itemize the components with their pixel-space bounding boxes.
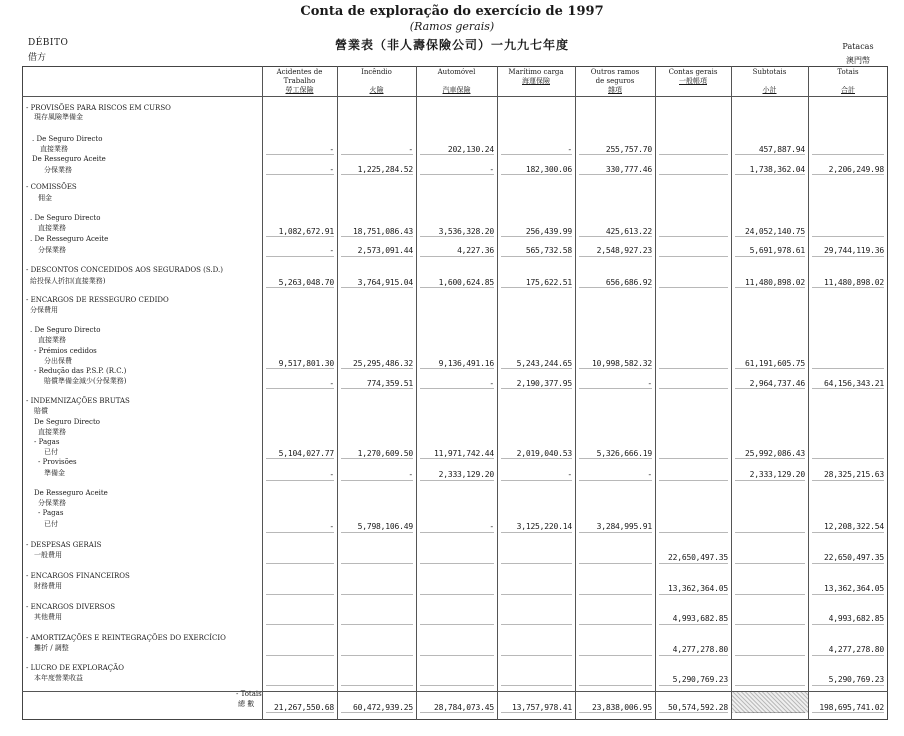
table-cell-value: 22,650,497.35: [667, 553, 728, 562]
cell-underline: [659, 655, 728, 656]
column-header-label-chinese: 合計: [841, 86, 855, 94]
table-cell-value: 2,019,040.53: [516, 449, 572, 458]
row-label: - PROVISÕES PARA RISCOS EM CURSO: [26, 104, 171, 112]
column-divider: [337, 66, 338, 720]
table-cell-value: 2,333,129.20: [438, 470, 494, 479]
table-cell-value: 5,290,769.23: [672, 675, 728, 684]
column-divider: [497, 66, 498, 720]
column-header-label-chinese: 小計: [762, 86, 777, 94]
cell-underline: [659, 388, 728, 389]
cell-underline: [812, 368, 884, 369]
cell-underline: [735, 287, 805, 288]
cell-underline: [579, 532, 652, 533]
cell-underline: [341, 368, 413, 369]
cell-underline: [341, 287, 413, 288]
cell-underline: [735, 480, 805, 481]
table-cell-value: 330,777.46: [605, 165, 652, 174]
cell-underline: [266, 563, 334, 564]
cell-underline: [659, 256, 728, 257]
shaded-cell: [732, 692, 808, 713]
cell-underline: [266, 594, 334, 595]
table-cell-value: 9,136,491.16: [438, 359, 494, 368]
column-header-label: Totais: [837, 68, 859, 76]
table-cell-value: 13,757,978.41: [511, 703, 572, 712]
cell-underline: [659, 594, 728, 595]
table-cell-value: -: [329, 246, 334, 255]
cell-underline: [579, 388, 652, 389]
column-header-label: Marítimo carga: [508, 68, 564, 76]
row-label: - AMORTIZAÇÕES E REINTEGRAÇÕES DO EXERCÍCIO: [26, 634, 226, 642]
cell-underline: [266, 256, 334, 257]
row-label: 直接業務: [38, 224, 66, 232]
cell-underline: [735, 368, 805, 369]
row-label: . De Seguro Directo: [30, 326, 101, 334]
cell-underline: [735, 236, 805, 237]
table-cell-value: 774,359.51: [366, 379, 413, 388]
table-cell-value: 2,190,377.95: [516, 379, 572, 388]
table-cell-value: -: [329, 165, 334, 174]
cell-underline: [341, 154, 413, 155]
cell-underline: [420, 712, 494, 713]
table-cell-value: 2,333,129.20: [749, 470, 805, 479]
table-cell-value: 2,548,927.23: [596, 246, 652, 255]
cell-underline: [420, 256, 494, 257]
cell-underline: [579, 563, 652, 564]
cell-underline: [579, 256, 652, 257]
page-title: Conta de exploração do exercício de 1997: [300, 4, 604, 19]
cell-underline: [341, 458, 413, 459]
header-rule: [22, 96, 888, 97]
table-cell-value: 13,362,364.05: [823, 584, 884, 593]
cell-underline: [266, 287, 334, 288]
cell-underline: [579, 480, 652, 481]
row-label: 已付: [44, 448, 58, 456]
column-header-label: Acidentes de Trabalho: [276, 68, 323, 85]
cell-underline: [735, 174, 805, 175]
cell-underline: [341, 480, 413, 481]
column-header-label-chinese: 勞工保險: [285, 86, 314, 94]
row-label: . De Resseguro Aceite: [30, 235, 109, 243]
cell-underline: [501, 480, 572, 481]
cell-underline: [341, 655, 413, 656]
cell-underline: [266, 236, 334, 237]
table-cell-value: -: [647, 379, 652, 388]
cell-underline: [579, 458, 652, 459]
cell-underline: [501, 388, 572, 389]
table-cell-value: 2,573,091.44: [357, 246, 413, 255]
row-label: 分保業務: [38, 246, 66, 254]
table-cell-value: 9,517,801.30: [278, 359, 334, 368]
table-cell-value: 23,838,006.95: [591, 703, 652, 712]
table-cell-value: 5,104,027.77: [278, 449, 334, 458]
cell-underline: [266, 154, 334, 155]
table-cell-value: 175,622.51: [525, 278, 572, 287]
table-cell-value: 1,082,672.91: [278, 227, 334, 236]
row-label: 已付: [44, 520, 58, 528]
debit-label: DÉBITO: [28, 38, 69, 48]
table-cell-value: 22,650,497.35: [823, 553, 884, 562]
column-header-label: Subtotais: [752, 68, 787, 76]
row-label: 攤折 / 調整: [34, 644, 69, 652]
table-cell-value: 2,964,737.46: [749, 379, 805, 388]
column-header-auto: [416, 68, 497, 95]
row-label: 直接業務: [40, 145, 68, 153]
table-cell-value: 4,993,682.85: [672, 614, 728, 623]
table-cell-value: -: [329, 145, 334, 154]
cell-underline: [420, 532, 494, 533]
row-label: - ENCARGOS DE RESSEGURO CEDIDO: [26, 296, 169, 304]
cell-underline: [735, 594, 805, 595]
table-cell-value: 60,472,939.25: [352, 703, 413, 712]
cell-underline: [735, 256, 805, 257]
cell-underline: [735, 388, 805, 389]
table-cell-value: -: [329, 470, 334, 479]
cell-underline: [579, 174, 652, 175]
cell-underline: [579, 655, 652, 656]
cell-underline: [266, 655, 334, 656]
cell-underline: [659, 532, 728, 533]
cell-underline: [579, 236, 652, 237]
cell-underline: [659, 368, 728, 369]
table-cell-value: -: [489, 165, 494, 174]
cell-underline: [659, 480, 728, 481]
column-divider: [262, 66, 263, 720]
row-label: 分保業務: [44, 166, 72, 174]
cell-underline: [659, 174, 728, 175]
row-label: 準備金: [44, 469, 65, 477]
table-cell-value: 182,300.06: [525, 165, 572, 174]
table-cell-value: 5,691,978.61: [749, 246, 805, 255]
column-header-label-chinese: 火險: [369, 86, 384, 94]
table-cell-value: 4,277,278.80: [672, 645, 728, 654]
cell-underline: [812, 624, 884, 625]
row-label: 分保業務: [38, 499, 66, 507]
row-label: 總 數: [238, 700, 255, 708]
table-cell-value: 28,325,215.63: [823, 470, 884, 479]
table-cell-value: -: [647, 470, 652, 479]
cell-underline: [420, 624, 494, 625]
row-label: . De Seguro Directo: [30, 214, 101, 222]
cell-underline: [812, 712, 884, 713]
cell-underline: [735, 458, 805, 459]
table-cell-value: 28,784,073.45: [433, 703, 494, 712]
cell-underline: [266, 712, 334, 713]
table-cell-value: 29,744,119.36: [823, 246, 884, 255]
cell-underline: [420, 174, 494, 175]
cell-underline: [266, 368, 334, 369]
row-label: - Pagas: [34, 438, 60, 446]
column-header-other: Outros ramos de seguros 雜項: [575, 68, 655, 95]
table-cell-value: 25,295,486.32: [352, 359, 413, 368]
cell-underline: [659, 458, 728, 459]
cell-underline: [812, 480, 884, 481]
cell-underline: [812, 287, 884, 288]
cell-underline: [341, 685, 413, 686]
currency-label: Patacas: [842, 42, 874, 51]
cell-underline: [812, 458, 884, 459]
table-cell-value: 565,732.58: [525, 246, 572, 255]
table-cell-value: -: [329, 522, 334, 531]
cell-underline: [812, 532, 884, 533]
cell-underline: [501, 287, 572, 288]
cell-underline: [812, 256, 884, 257]
cell-underline: [501, 368, 572, 369]
table-cell-value: 4,227.36: [457, 246, 494, 255]
row-label: - Redução das P.S.P. (R.C.): [34, 367, 127, 375]
table-cell-value: -: [489, 522, 494, 531]
column-header-label: Contas gerais: [668, 68, 718, 76]
table-cell-value: 21,267,550.68: [273, 703, 334, 712]
cell-underline: [266, 458, 334, 459]
table-cell-value: 202,130.24: [447, 145, 494, 154]
table-cell-value: 50,574,592.28: [667, 703, 728, 712]
row-label: - Pagas: [38, 509, 64, 517]
table-cell-value: -: [408, 145, 413, 154]
row-label: - LUCRO DE EXPLORAÇÃO: [26, 664, 124, 672]
table-cell-value: 11,480,898.02: [744, 278, 805, 287]
table-cell-value: 198,695,741.02: [819, 703, 884, 712]
row-label: - INDEMNIZAÇÕES BRUTAS: [26, 397, 130, 405]
column-header-label-chinese: 雜項: [608, 86, 622, 94]
cell-underline: [812, 174, 884, 175]
column-header-marine: [497, 68, 575, 86]
cell-underline: [812, 594, 884, 595]
table-cell-value: 61,191,605.75: [744, 359, 805, 368]
cell-underline: [579, 368, 652, 369]
table-cell-value: 25,992,086.43: [744, 449, 805, 458]
row-label: 其他費用: [34, 613, 62, 621]
table-cell-value: 5,263,048.70: [278, 278, 334, 287]
table-cell-value: 5,326,666.19: [596, 449, 652, 458]
table-cell-value: 5,290,769.23: [828, 675, 884, 684]
table-cell-value: -: [567, 145, 572, 154]
table-cell-value: 4,993,682.85: [828, 614, 884, 623]
cell-underline: [420, 154, 494, 155]
currency-label-chinese: 澳門幣: [846, 56, 870, 65]
cell-underline: [501, 236, 572, 237]
page-title-chinese: 營業表（非人壽保險公司）一九九七年度: [334, 38, 569, 52]
row-label: 直接業務: [38, 336, 66, 344]
row-label: 賠償準備金減少(分保業務): [44, 377, 127, 385]
cell-underline: [659, 624, 728, 625]
cell-underline: [266, 480, 334, 481]
table-cell-value: 425,613.22: [605, 227, 652, 236]
cell-underline: [812, 563, 884, 564]
row-label: De Seguro Directo: [34, 418, 100, 426]
row-label: - ENCARGOS DIVERSOS: [26, 603, 116, 611]
cell-underline: [735, 624, 805, 625]
table-cell-value: -: [567, 470, 572, 479]
table-cell-value: 1,738,362.04: [749, 165, 805, 174]
table-cell-value: 64,156,343.21: [823, 379, 884, 388]
cell-underline: [659, 287, 728, 288]
cell-underline: [420, 655, 494, 656]
column-header-label: Outros ramos: [590, 68, 640, 76]
row-label: 賠償: [34, 407, 48, 415]
table-cell-value: 3,536,328.20: [438, 227, 494, 236]
cell-underline: [579, 685, 652, 686]
row-label: 佣金: [38, 194, 52, 202]
cell-underline: [735, 712, 805, 713]
cell-underline: [501, 655, 572, 656]
cell-underline: [659, 154, 728, 155]
table-cell-value: 18,751,086.43: [352, 227, 413, 236]
cell-underline: [579, 287, 652, 288]
cell-underline: [420, 287, 494, 288]
cell-underline: [812, 388, 884, 389]
column-header-accidents: [262, 68, 337, 95]
column-header-general: [655, 68, 731, 86]
row-label: - DESCONTOS CONCEDIDOS AOS SEGURADOS (S.D.): [26, 266, 223, 274]
row-label: - ENCARGOS FINANCEIROS: [26, 572, 130, 580]
table-cell-value: -: [489, 379, 494, 388]
column-divider: [731, 66, 732, 720]
table-cell-value: 1,225,284.52: [357, 165, 413, 174]
cell-underline: [341, 236, 413, 237]
cell-underline: [501, 563, 572, 564]
table-cell-value: 1,270,609.50: [357, 449, 413, 458]
cell-underline: [579, 624, 652, 625]
column-header-label-chinese: 一般帳項: [679, 77, 707, 85]
row-label: 直接業務: [38, 428, 66, 436]
column-divider: [575, 66, 576, 720]
cell-underline: [812, 655, 884, 656]
row-label: 給投保人折扣(直接業務): [30, 277, 106, 285]
row-label: 本年度營業收益: [34, 674, 83, 682]
cell-underline: [812, 236, 884, 237]
debit-label-chinese: 借方: [28, 53, 47, 63]
cell-underline: [659, 236, 728, 237]
column-header-label: Incêndio: [361, 68, 392, 76]
cell-underline: [501, 458, 572, 459]
cell-underline: [735, 532, 805, 533]
table-cell-value: 3,284,995.91: [596, 522, 652, 531]
cell-underline: [735, 655, 805, 656]
row-label: - DESPESAS GERAIS: [26, 541, 102, 549]
cell-underline: [501, 532, 572, 533]
cell-underline: [420, 480, 494, 481]
cell-underline: [341, 174, 413, 175]
cell-underline: [420, 368, 494, 369]
row-label: 分出保費: [44, 357, 72, 365]
row-label: De Resseguro Aceite: [32, 155, 106, 163]
row-label: 分保費用: [30, 306, 58, 314]
row-label: 現存風險準備金: [34, 113, 83, 121]
cell-underline: [501, 685, 572, 686]
cell-underline: [579, 712, 652, 713]
row-label: 一般費用: [34, 551, 62, 559]
table-cell-value: 5,798,106.49: [357, 522, 413, 531]
table-cell-value: 656,686.92: [605, 278, 652, 287]
table-cell-value: 13,362,364.05: [667, 584, 728, 593]
cell-underline: [266, 685, 334, 686]
cell-underline: [341, 388, 413, 389]
cell-underline: [501, 624, 572, 625]
table-cell-value: 2,206,249.98: [828, 165, 884, 174]
table-cell-value: 1,600,624.85: [438, 278, 494, 287]
row-label: 財務費用: [34, 582, 62, 590]
cell-underline: [341, 624, 413, 625]
table-cell-value: 11,971,742.44: [433, 449, 494, 458]
cell-underline: [341, 563, 413, 564]
table-cell-value: 5,243,244.65: [516, 359, 572, 368]
cell-underline: [420, 685, 494, 686]
table-cell-value: 10,998,582.32: [591, 359, 652, 368]
cell-underline: [420, 458, 494, 459]
cell-underline: [812, 154, 884, 155]
table-cell-value: 3,764,915.04: [357, 278, 413, 287]
cell-underline: [266, 532, 334, 533]
cell-underline: [420, 236, 494, 237]
row-label: - COMISSÕES: [26, 183, 77, 191]
table-cell-value: 255,757.70: [605, 145, 652, 154]
column-divider: [416, 66, 417, 720]
row-label: - Totais: [236, 690, 262, 698]
column-header-subtotals: [731, 68, 808, 95]
cell-underline: [501, 712, 572, 713]
cell-underline: [501, 174, 572, 175]
page-subtitle: (Ramos gerais): [409, 20, 495, 33]
cell-underline: [735, 563, 805, 564]
column-header-totals: [808, 68, 888, 95]
cell-underline: [341, 712, 413, 713]
cell-underline: [812, 685, 884, 686]
row-label: . De Seguro Directo: [32, 135, 103, 143]
cell-underline: [420, 388, 494, 389]
table-cell-value: 4,277,278.80: [828, 645, 884, 654]
column-divider: [808, 66, 809, 720]
cell-underline: [266, 174, 334, 175]
row-label: De Resseguro Aceite: [34, 489, 108, 497]
table-cell-value: 3,125,220.14: [516, 522, 572, 531]
column-header-label-chinese: 汽車保險: [442, 86, 471, 94]
column-header-fire: [337, 68, 416, 95]
cell-underline: [501, 154, 572, 155]
cell-underline: [341, 532, 413, 533]
table-cell-value: -: [329, 379, 334, 388]
column-header-label: Automóvel: [437, 68, 476, 76]
row-label: - Provisões: [38, 458, 77, 466]
table-cell-value: 12,208,322.54: [823, 522, 884, 531]
cell-underline: [579, 594, 652, 595]
table-cell-value: 256,439.99: [525, 227, 572, 236]
cell-underline: [341, 594, 413, 595]
table-cell-value: 11,480,898.02: [823, 278, 884, 287]
cell-underline: [735, 154, 805, 155]
cell-underline: [341, 256, 413, 257]
cell-underline: [735, 685, 805, 686]
cell-underline: [266, 624, 334, 625]
cell-underline: [579, 154, 652, 155]
table-cell-value: -: [408, 470, 413, 479]
row-label: - Prémios cedidos: [34, 347, 97, 355]
column-divider: [655, 66, 656, 720]
column-header-label-chinese: 海運保險: [522, 77, 550, 85]
table-cell-value: 24,052,140.75: [744, 227, 805, 236]
table-cell-value: 457,887.94: [758, 145, 805, 154]
cell-underline: [266, 388, 334, 389]
cell-underline: [420, 563, 494, 564]
cell-underline: [659, 685, 728, 686]
cell-underline: [659, 563, 728, 564]
cell-underline: [501, 256, 572, 257]
cell-underline: [501, 594, 572, 595]
cell-underline: [659, 712, 728, 713]
cell-underline: [420, 594, 494, 595]
